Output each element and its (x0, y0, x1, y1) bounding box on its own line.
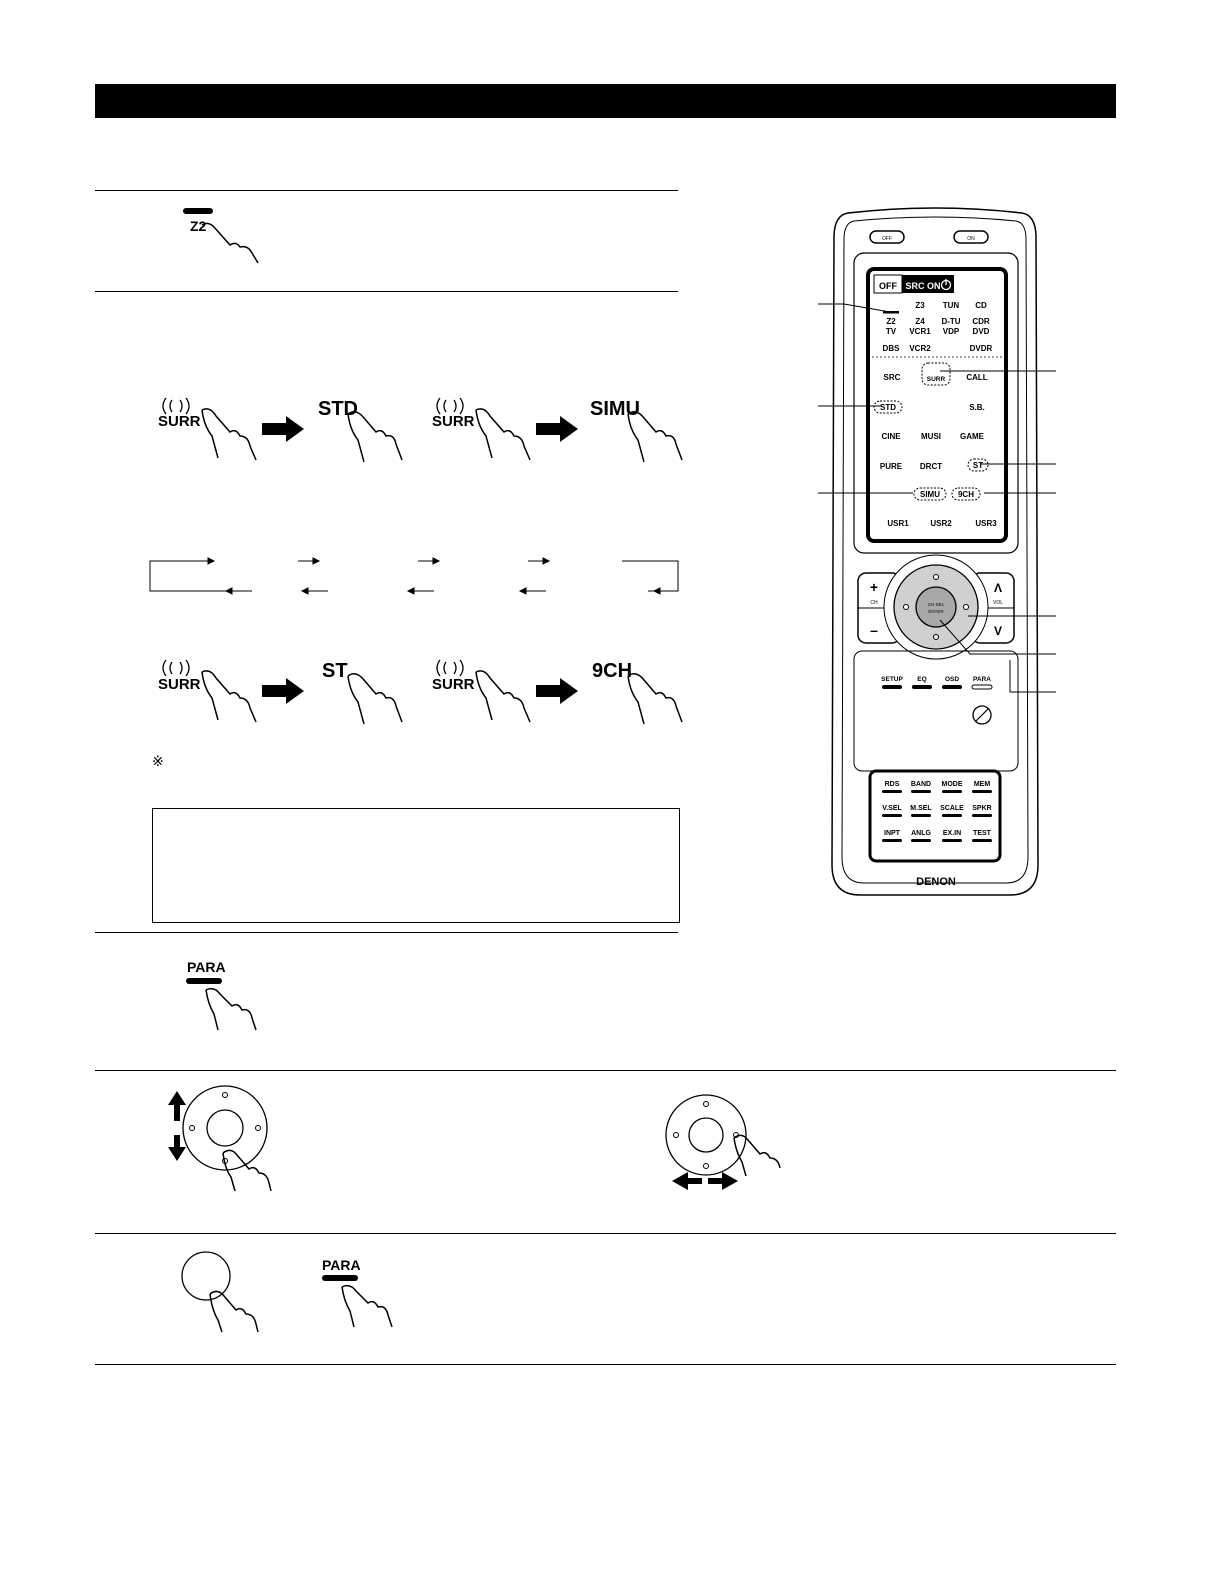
remote-osd: OSD (944, 676, 960, 683)
zone-dvdr: DVDR (969, 344, 993, 353)
tab-off: OFF (879, 281, 897, 291)
std-label: STD (318, 398, 358, 420)
remote-off-label: OFF (882, 236, 892, 242)
remote-usr2: USR2 (930, 519, 952, 528)
dial-up-down-icon (165, 1083, 275, 1193)
ninech-label: 9CH (592, 660, 633, 682)
zone-dbs: DBS (882, 344, 900, 353)
remote-src: SRC (883, 373, 901, 382)
remote-st: ST (972, 461, 984, 470)
arrow-right-icon (262, 678, 304, 704)
svg-text:V: V (993, 624, 1003, 638)
grid-mode: MODE (941, 781, 963, 788)
para-label: PARA (187, 959, 226, 975)
remote-musi: MUSI (921, 432, 941, 441)
grid-msel: M.SEL (910, 805, 932, 812)
mode-cycle-diagram (148, 555, 682, 597)
svg-text:–: – (870, 622, 878, 638)
remote-chsel: CH SEL (927, 602, 945, 607)
remote-ch: CH (870, 600, 878, 606)
note-mark: ※ (152, 754, 164, 770)
divider (95, 1364, 1116, 1365)
arrow-right-icon (536, 416, 578, 442)
remote-brand: DENON (916, 876, 956, 888)
callout-lines (810, 290, 1060, 710)
divider (95, 1070, 1116, 1071)
zone-z2: Z2 (886, 317, 896, 326)
z2-button-illustration (180, 205, 270, 265)
remote-para: PARA (973, 676, 991, 683)
surr-label: SURR (158, 413, 201, 430)
zone-cdr: CDR (972, 317, 990, 326)
std-hand-icon (340, 400, 410, 465)
divider (95, 932, 678, 933)
grid-band: BAND (910, 781, 932, 788)
arrow-right-icon (536, 678, 578, 704)
surr-hand-icon (160, 658, 260, 728)
remote-9ch: 9CH (957, 490, 975, 499)
zone-cd: CD (975, 301, 987, 310)
surr-label: SURR (432, 413, 475, 430)
ninech-hand-icon (620, 662, 690, 727)
svg-text:+: + (869, 579, 879, 595)
remote-std: STD (880, 403, 896, 412)
z2-key-icon (180, 205, 270, 265)
remote-simu: SIMU (920, 490, 940, 499)
divider (95, 1233, 1116, 1234)
header-bar (95, 84, 1116, 118)
remote-drct: DRCT (919, 462, 943, 471)
remote-usr1: USR1 (887, 519, 909, 528)
simu-label: SIMU (590, 398, 640, 420)
zone-vcr1: VCR1 (909, 327, 931, 336)
grid-inpt: INPT (884, 830, 900, 837)
st-hand-icon (340, 662, 410, 727)
zone-dtu: D-TU (941, 317, 961, 326)
remote-eq: EQ (917, 676, 927, 683)
grid-mem: MEM (973, 781, 991, 788)
grid-scale: SCALE (940, 805, 964, 812)
svg-text:Λ: Λ (993, 581, 1003, 595)
grid-anlg: ANLG (911, 830, 931, 837)
tab-src-on: SRC ON (905, 281, 941, 291)
zone-vdp: VDP (942, 327, 960, 336)
remote-enter: ENTER (928, 609, 944, 614)
grid-spkr: SPKR (972, 805, 992, 812)
st-label: ST (322, 660, 348, 682)
grid-rds: RDS (884, 781, 900, 788)
remote-cine: CINE (881, 432, 901, 441)
arrow-right-icon (262, 416, 304, 442)
z2-label: Z2 (190, 218, 207, 234)
remote-setup: SETUP (881, 676, 903, 683)
note-box (152, 808, 680, 923)
zone-vcr2: VCR2 (909, 344, 931, 353)
para-hand-icon (320, 1273, 400, 1328)
remote-game: GAME (960, 432, 984, 441)
zone-z4: Z4 (915, 317, 925, 326)
remote-pure: PURE (879, 462, 903, 471)
surr-hand-icon (434, 658, 534, 728)
remote-on-label: ON (967, 236, 975, 242)
dial-left-right-icon (662, 1092, 782, 1192)
remote-surr: SURR (926, 376, 946, 383)
para-label: PARA (322, 1257, 361, 1273)
grid-exin: EX.IN (942, 830, 962, 837)
enter-button-hand-icon (178, 1248, 268, 1333)
zone-dvd: DVD (972, 327, 990, 336)
grid-vsel: V.SEL (882, 805, 902, 812)
para-hand-icon (184, 976, 264, 1031)
zone-tun: TUN (942, 301, 960, 310)
divider (95, 190, 678, 191)
remote-usr3: USR3 (975, 519, 997, 528)
surr-hand-icon (434, 396, 534, 466)
zone-tv: TV (885, 327, 897, 336)
divider (95, 291, 678, 292)
simu-hand-icon (620, 400, 690, 465)
surr-label: SURR (432, 676, 475, 693)
remote-sb: S.B. (969, 403, 985, 412)
remote-call: CALL (966, 373, 988, 382)
grid-test: TEST (973, 830, 991, 837)
surr-hand-icon (160, 396, 260, 466)
surr-label: SURR (158, 676, 201, 693)
zone-z3: Z3 (915, 301, 925, 310)
remote-vol: VOL (992, 600, 1004, 606)
